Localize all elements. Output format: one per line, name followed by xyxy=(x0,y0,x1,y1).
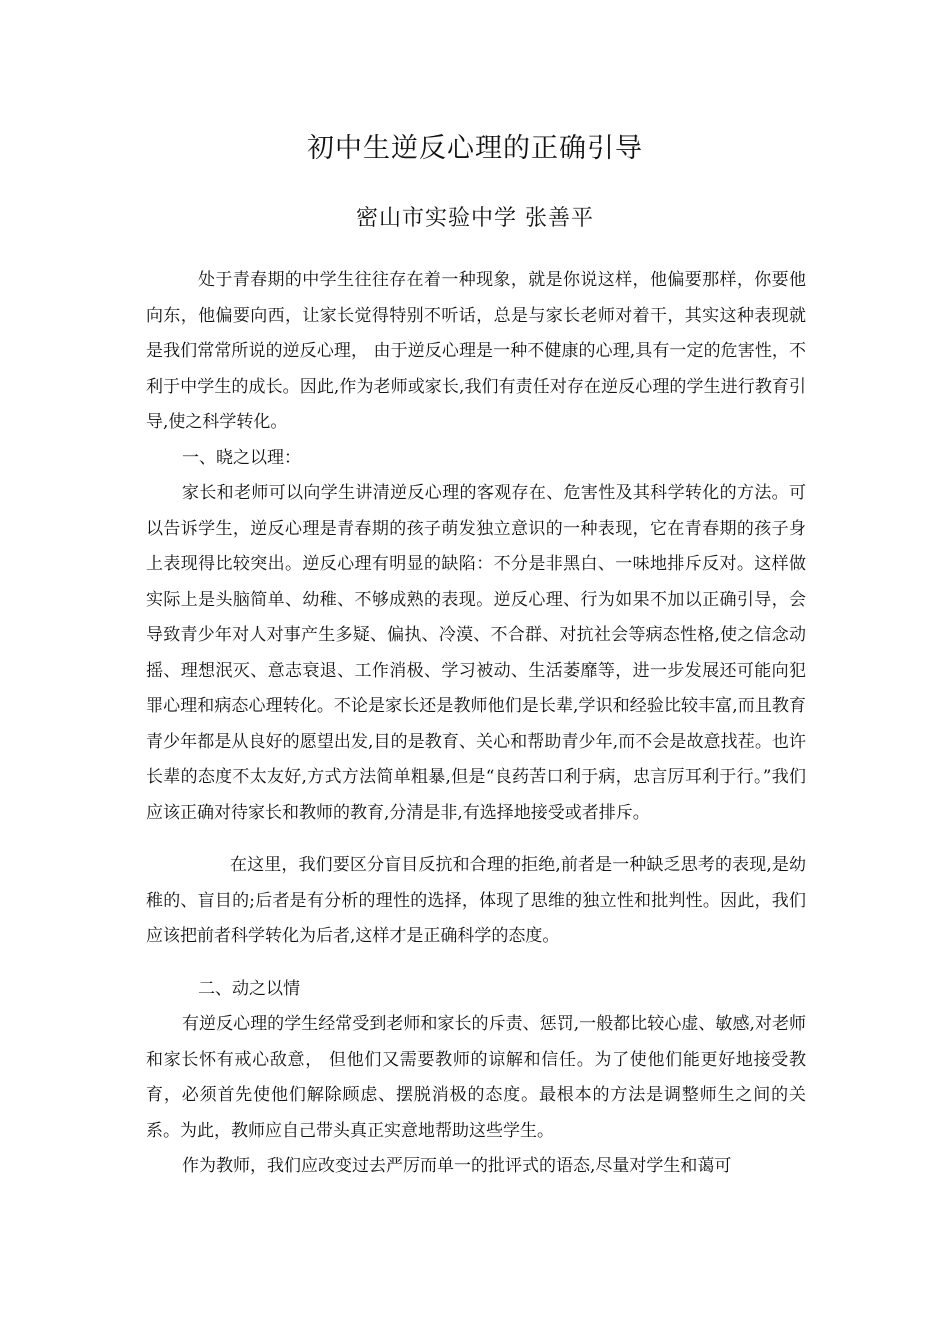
page-title: 初中生逆反心理的正确引导 xyxy=(307,133,643,164)
article-body xyxy=(146,263,806,1185)
section2-paragraph-2: 作为教师，我们应改变过去严厉而单一的批评式的语态,尽量对学生和蔼可 xyxy=(182,1156,732,1176)
intro-paragraph: 处于青春期的中学生往往存在着一种现象，就是你说这样，他偏要那样，你要他向东，他偏要向西，让家长觉得特别不听话，总是与家长老师对着干，其实这种表现就是我们常常所说的逆反心理， 由于逆反心理是一种不健康的心理,具有一定的危害性，不利于中学生的成长。因此,作为老师或家长,我们有责任对存在逆反心理的学生进行教育引导,使之科学转化。 xyxy=(146,270,806,432)
section2-paragraph-1: 有逆反心理的学生经常受到老师和家长的斥责、惩罚,一般都比较心虚、敏感,对老师和家长怀有戒心敌意， 但他们又需要教师的谅解和信任。为了使他们能更好地接受教育，必须首先使他们解除顾虑、摆脱消极的态度。最根本的方法是调整师生之间的关系。为此，教师应自己带头真正实意地帮助这些学生。 xyxy=(146,1014,806,1141)
section1-paragraph-2: 在这里，我们要区分盲目反抗和合理的拒绝,前者是一种缺乏思考的表现,是幼稚的、盲目的;后者是有分析的理性的选择，体现了思维的独立性和批判性。因此，我们应该把前者科学转化为后者,这样才是正确科学的态度。 xyxy=(146,855,806,946)
section-heading-2: 二、动之以情 xyxy=(198,978,300,999)
section1-paragraph-1: 家长和老师可以向学生讲清逆反心理的客观存在、危害性及其科学转化的方法。可以告诉学生，逆反心理是青春期的孩子萌发独立意识的一种表现，它在青春期的孩子身上表现得比较突出。逆反心理有明显的缺陷：不分是非黑白、一味地排斥反对。这样做实际上是头脑简单、幼稚、不够成熟的表现。逆反心理、行为如果不加以正确引导，会导致青少年对人对事产生多疑、偏执、冷漠、不合群、对抗社会等病态性格,使之信念动摇、理想泯灭、意志衰退、工作消极、学习被动、生活萎靡等，进一步发展还可能向犯罪心理和病态心理转化。不论是家长还是教师他们是长辈,学识和经验比较丰富,而且教育青少年都是从良好的愿望出发,目的是教育、关心和帮助青少年,而不会是故意找茬。也许长辈的态度不太友好,方式方法简单粗暴,但是“良药苦口利于病，忠言厉耳利于行。”我们应该正确对待家长和教师的教育,分清是非,有选择地接受或者排斥。 xyxy=(146,483,806,823)
section-heading-1: 一、晓之以理： xyxy=(182,447,301,468)
paragraph-gap xyxy=(146,831,806,848)
paragraph-gap xyxy=(146,955,806,972)
author-line: 密山市实验中学 张善平 xyxy=(356,206,594,231)
